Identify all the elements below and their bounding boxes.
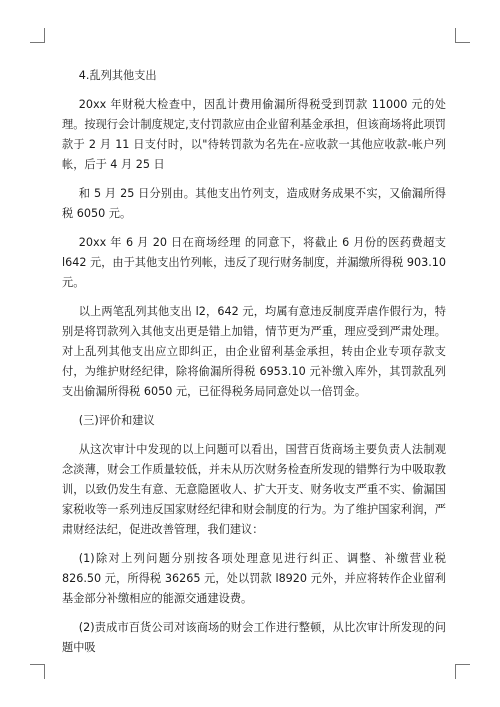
list-item: (2)责成市百货公司对该商场的财会工作进行整顿，从比次审计所发现的问题中吸 (62, 621, 446, 654)
section-heading: 4.乱列其他支出 (78, 69, 157, 82)
crop-mark-bottom-right (455, 664, 470, 679)
paragraph: 20xx 年 6 月 20 日在商场经理 的同意下，将截止 6 月份的医药费超支 l642 元，由于其他支出竹列帐，违反了现行财务制度，并漏缴所得税 903.10 元。 (62, 236, 446, 289)
crop-mark-top-left (30, 28, 45, 43)
section-heading: (三)评价和建议 (78, 414, 155, 427)
paragraph: 和 5 月 25 日分别由。其他支出竹列支，造成财务成果不实，又偷漏所得税 6050 元。 (62, 187, 446, 220)
crop-mark-top-right (455, 28, 470, 43)
paragraph: 从这次审计中发现的以上问题可以看出，国营百货商场主要负责人法制观念淡薄，财会工作质量较低，并未从历次财务检查所发现的错弊行为中吸取教训，以致仍发生有意、无意隐匿收人、扩大开支、财务收支严重不实、偷漏国家税收等一系列违反国家财经纪律和财会制度的行为。为了维护国家利润，严肃财经法纪，促进改善管理，我们建议： (62, 443, 446, 536)
crop-mark-bottom-left (30, 664, 45, 679)
list-item: (1)除对上列问题分别按各项处理意见进行纠正、调整、补缴营业税 826.50 元，所得税 36265 元，处以罚款 l8920 元外，并应将转作企业留利基金部分补缴相应的能源交通建设费。 (62, 552, 446, 605)
paragraph: 以上两笔乱列其他支出 l2，642 元，均属有意违反制度弄虐作假行为，特别是将罚款列入其他支出更是错上加错，情节更为严重，理应受到严肃处理。对上乱列其他支出应立即纠正，由企业留利基金承担，转由企业专项存款支付，为维护财经纪律，除将偷漏所得税 6953.10 元补缴入库外，其罚款乱列支出偷漏所得税 6050 元，已征得税务局同意处以一倍罚金。 (62, 305, 446, 398)
document-body (62, 66, 446, 658)
paragraph: 20xx 年财税大检查中，因乱计费用偷漏所得税受到罚款 11000 元的处理。按现行会计制度规定,支付罚款应由企业留利基金承担，但该商场将此项罚款于 2 月 11 日支付时，以"待转罚款为名先在-应收款一其他应收款-帐户列帐，后于 4 月 25 日 (62, 98, 446, 171)
